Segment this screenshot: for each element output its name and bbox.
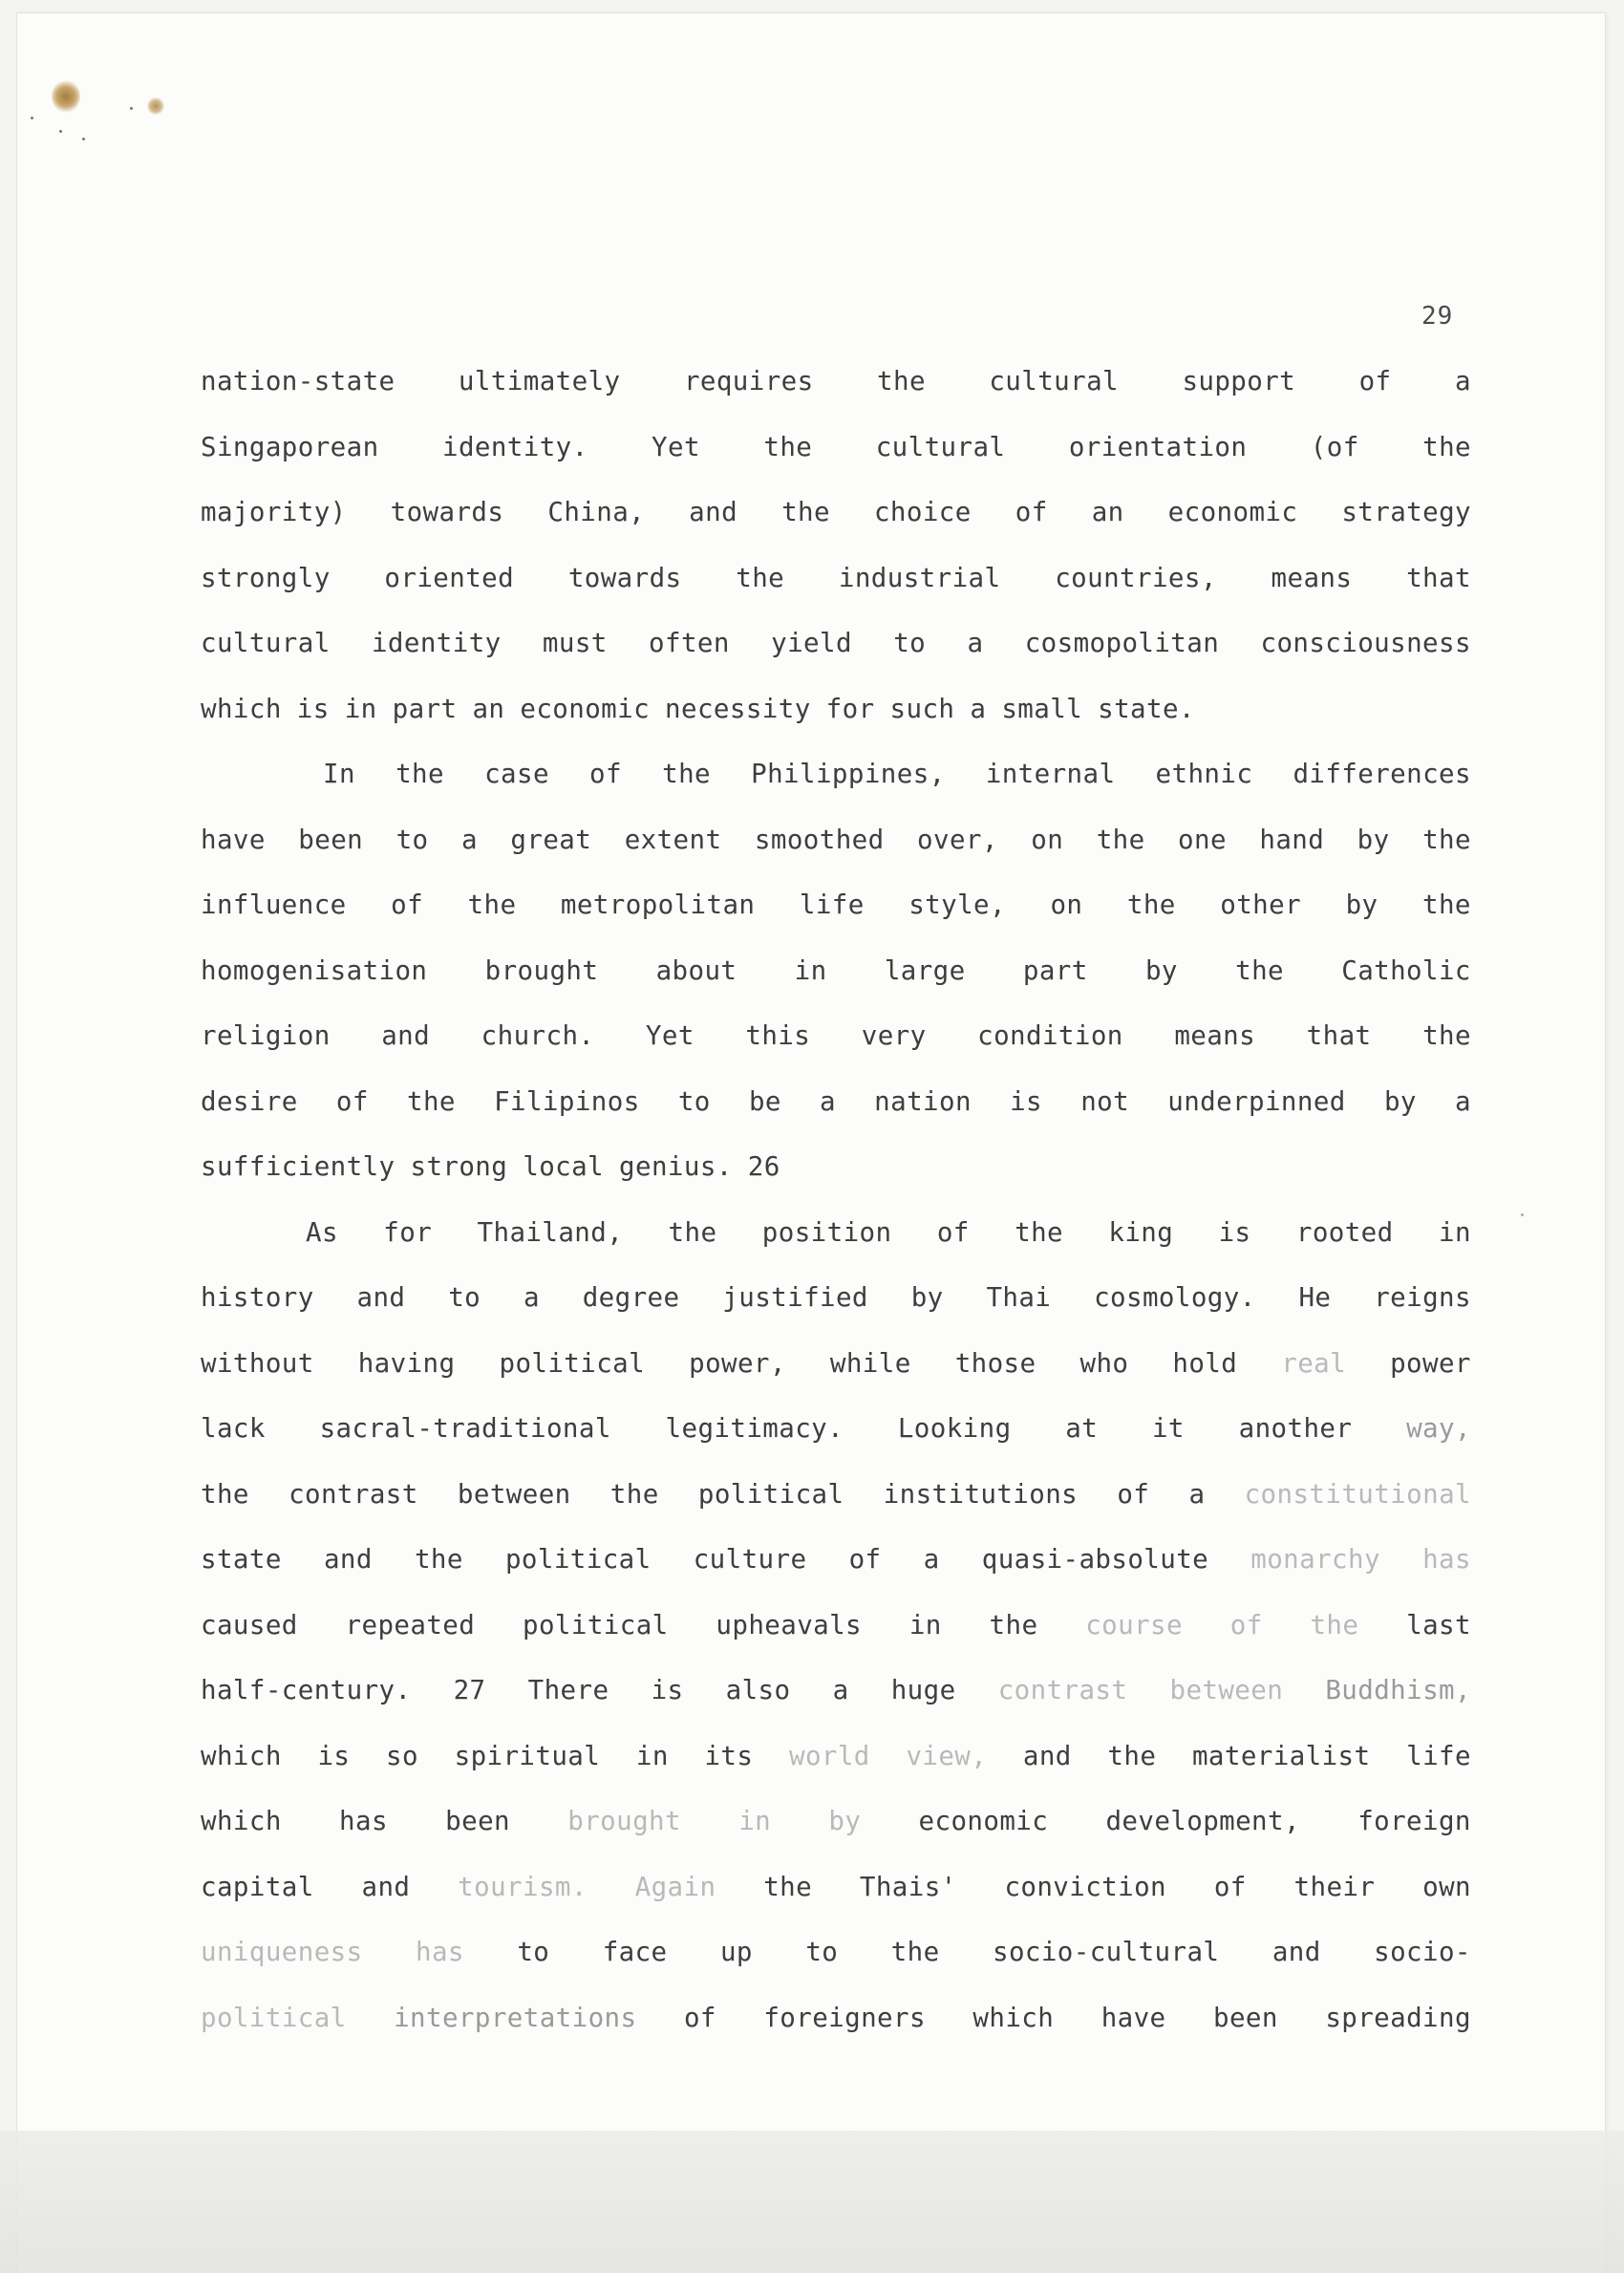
word: the — [1422, 1020, 1471, 1051]
word: by — [1144, 955, 1178, 986]
word: local — [523, 1151, 605, 1182]
text-line — [201, 1348, 1471, 1381]
word: hold — [1172, 1348, 1238, 1379]
word: oriented — [384, 563, 515, 593]
word: cultural — [201, 628, 331, 658]
word: the — [1107, 1741, 1157, 1771]
word: style, — [908, 890, 1006, 920]
word: means — [1174, 1020, 1256, 1051]
word: a — [1454, 366, 1471, 397]
word: real — [1281, 1348, 1347, 1379]
word: Yet — [645, 1020, 694, 1051]
word: cultural — [989, 366, 1119, 397]
word: 27 — [453, 1675, 486, 1705]
word: development, — [1105, 1806, 1300, 1836]
word: has — [339, 1806, 388, 1836]
word: by — [1383, 1086, 1417, 1117]
word: metropolitan — [560, 890, 756, 920]
word: of — [1117, 1479, 1150, 1510]
word: life — [1406, 1741, 1471, 1771]
word: a — [970, 694, 987, 724]
word: strong — [410, 1151, 508, 1182]
word: desire — [201, 1086, 298, 1117]
text-line — [201, 563, 1471, 595]
word: strongly — [201, 563, 331, 593]
word: state. — [1098, 694, 1195, 724]
word: in — [794, 955, 827, 986]
word: which — [201, 1806, 282, 1836]
stain-spot — [52, 80, 80, 113]
word: of — [1229, 1610, 1263, 1640]
word: is — [651, 1675, 684, 1705]
word: by — [1357, 825, 1390, 855]
word: great — [510, 825, 592, 855]
word: one — [1178, 825, 1227, 855]
word: own — [1422, 1872, 1471, 1902]
text-line — [201, 1282, 1471, 1315]
text-line — [201, 2003, 1471, 2035]
word: choice — [873, 497, 972, 527]
word: capital — [201, 1872, 314, 1902]
word: socio- — [1374, 1937, 1471, 1967]
word: face — [602, 1937, 668, 1967]
page-number: 29 — [1421, 302, 1454, 331]
word: industrial — [838, 563, 1001, 593]
word: support — [1182, 366, 1296, 397]
word: on — [1031, 825, 1064, 855]
word: reigns — [1374, 1282, 1471, 1313]
word: constitutional — [1244, 1479, 1471, 1510]
word: it — [1151, 1413, 1185, 1444]
word: and — [381, 1020, 431, 1051]
word: over, — [917, 825, 998, 855]
word: is — [296, 694, 330, 724]
word: life — [799, 890, 865, 920]
word: that — [1406, 563, 1471, 593]
word: small — [1001, 694, 1083, 724]
word: necessity — [665, 694, 811, 724]
word: Filipinos — [494, 1086, 640, 1117]
word: repeated — [345, 1610, 476, 1640]
word: the — [407, 1086, 456, 1117]
word: state — [201, 1544, 282, 1575]
word: by — [910, 1282, 944, 1313]
word: strategy — [1341, 497, 1471, 527]
word: and — [1271, 1937, 1321, 1967]
word: the — [1235, 955, 1284, 986]
word: towards — [390, 497, 504, 527]
word: smoothed — [754, 825, 885, 855]
word: cosmology. — [1094, 1282, 1256, 1313]
word: political — [499, 1348, 646, 1379]
word: condition — [977, 1020, 1123, 1051]
word: identity — [371, 628, 502, 658]
word: the — [877, 366, 926, 397]
speck — [1521, 1213, 1524, 1216]
word: case — [484, 759, 549, 789]
word: a — [923, 1544, 940, 1575]
word: king — [1108, 1217, 1174, 1248]
word: between — [457, 1479, 571, 1510]
word: As — [306, 1217, 338, 1248]
word: quasi-absolute — [981, 1544, 1209, 1575]
word: political — [697, 1479, 844, 1510]
word: means — [1271, 563, 1353, 593]
word: legitimacy. — [665, 1413, 844, 1444]
word: Looking — [897, 1413, 1012, 1444]
word: is — [1218, 1217, 1251, 1248]
word: (of — [1310, 432, 1359, 462]
word: lack — [201, 1413, 266, 1444]
word: internal — [985, 759, 1116, 789]
word: the — [989, 1610, 1038, 1640]
text-line — [201, 1479, 1471, 1512]
word: and — [361, 1872, 411, 1902]
word: nation-state — [201, 366, 395, 397]
word: for — [383, 1217, 433, 1248]
word: also — [725, 1675, 791, 1705]
word: materialist — [1191, 1741, 1371, 1771]
word: Thai — [986, 1282, 1052, 1313]
word: power, — [689, 1348, 786, 1379]
word: requires — [683, 366, 814, 397]
text-line — [201, 1741, 1471, 1773]
word: the — [763, 432, 813, 462]
word: a — [820, 1086, 836, 1117]
word: tourism. — [458, 1872, 588, 1902]
word: economic — [918, 1806, 1049, 1836]
text-line — [201, 825, 1471, 857]
word: have — [1100, 2003, 1166, 2033]
word: culture — [693, 1544, 807, 1575]
word: interpretations — [394, 2003, 637, 2033]
word: Thailand, — [477, 1217, 624, 1248]
word: Catholic — [1341, 955, 1471, 986]
word: the — [1096, 825, 1145, 855]
text-line — [201, 1544, 1471, 1576]
word: upheavals — [716, 1610, 863, 1640]
word: while — [829, 1348, 911, 1379]
word: half-century. — [201, 1675, 412, 1705]
word: of — [335, 1086, 369, 1117]
word: that — [1306, 1020, 1372, 1051]
word: this — [745, 1020, 811, 1051]
word: another — [1238, 1413, 1353, 1444]
word: of — [936, 1217, 970, 1248]
word: and — [356, 1282, 406, 1313]
word: have — [201, 825, 266, 855]
word: huge — [890, 1675, 956, 1705]
word: the — [609, 1479, 659, 1510]
word: the — [1422, 432, 1471, 462]
word: political — [523, 1610, 669, 1640]
word: the — [662, 759, 711, 789]
word: the — [1310, 1610, 1359, 1640]
text-line — [201, 694, 1471, 726]
word: foreign — [1357, 1806, 1471, 1836]
word: of — [1358, 366, 1392, 397]
word: a — [967, 628, 984, 658]
word: consciousness — [1260, 628, 1471, 658]
word: and — [1022, 1741, 1072, 1771]
text-line — [201, 366, 1471, 398]
word: its — [704, 1741, 754, 1771]
word: socio-cultural — [992, 1937, 1220, 1967]
word: Yet — [652, 432, 700, 462]
word: a — [523, 1282, 540, 1313]
text-line — [201, 1020, 1471, 1053]
word: in — [908, 1610, 942, 1640]
word: ultimately — [458, 366, 621, 397]
word: contrast — [997, 1675, 1128, 1705]
word: underpinned — [1167, 1086, 1346, 1117]
speck — [59, 130, 62, 133]
word: the — [1015, 1217, 1063, 1248]
word: such — [889, 694, 955, 724]
word: of — [1213, 1872, 1247, 1902]
word: is — [317, 1741, 351, 1771]
word: has — [1422, 1544, 1471, 1575]
word: history — [201, 1282, 314, 1313]
word: the — [1126, 890, 1176, 920]
word: religion — [201, 1020, 331, 1051]
word: orientation — [1068, 432, 1248, 462]
word: nation — [874, 1086, 972, 1117]
word: an — [1091, 497, 1124, 527]
word: influence — [201, 890, 347, 920]
word: conviction — [1004, 1872, 1167, 1902]
word: having — [357, 1348, 456, 1379]
text-line — [201, 1806, 1471, 1838]
word: yield — [771, 628, 852, 658]
word: Philippines, — [751, 759, 946, 789]
word: the — [1422, 825, 1471, 855]
word: who — [1079, 1348, 1129, 1379]
word: not — [1080, 1086, 1130, 1117]
word: to — [805, 1937, 839, 1967]
word: in — [1438, 1217, 1471, 1248]
word: ethnic — [1155, 759, 1253, 789]
text-line — [201, 1610, 1471, 1642]
word: a — [460, 825, 478, 855]
text-line — [201, 1675, 1471, 1707]
word: monarchy — [1250, 1544, 1380, 1575]
word: up — [719, 1937, 753, 1967]
word: is — [1010, 1086, 1043, 1117]
word: of — [848, 1544, 882, 1575]
word: the — [781, 497, 830, 527]
word: to — [448, 1282, 481, 1313]
word: large — [884, 955, 966, 986]
word: a — [1455, 1086, 1471, 1117]
word: without — [201, 1348, 314, 1379]
word: degree — [582, 1282, 680, 1313]
word: hand — [1259, 825, 1325, 855]
text-line — [201, 628, 1471, 660]
word: the — [668, 1217, 717, 1248]
word: contrast — [288, 1479, 418, 1510]
word: majority) — [201, 497, 347, 527]
word: way, — [1406, 1413, 1471, 1444]
word: power — [1390, 1348, 1471, 1379]
word: of — [391, 890, 424, 920]
word: very — [861, 1020, 927, 1051]
word: by — [1345, 890, 1378, 920]
word: Singaporean — [201, 432, 379, 462]
word: to — [517, 1937, 550, 1967]
word: for — [825, 694, 875, 724]
word: on — [1050, 890, 1083, 920]
word: in — [738, 1806, 772, 1836]
text-line — [201, 497, 1471, 529]
word: position — [761, 1217, 892, 1248]
word: In — [323, 759, 355, 789]
word: political — [504, 1544, 652, 1575]
word: uniqueness — [201, 1937, 363, 1967]
word: spreading — [1325, 2003, 1471, 2033]
word: economic — [520, 694, 651, 724]
word: part — [1022, 955, 1088, 986]
text-line — [201, 1086, 1471, 1119]
word: been — [1213, 2003, 1278, 2033]
text-line — [201, 955, 1471, 988]
word: institutions — [883, 1479, 1079, 1510]
word: Again — [634, 1872, 716, 1902]
word: those — [954, 1348, 1036, 1379]
scan-bottom-strip — [0, 2131, 1624, 2273]
word: to — [677, 1086, 711, 1117]
speck — [82, 138, 85, 140]
word: the — [395, 759, 444, 789]
text-line — [201, 1413, 1471, 1446]
word: of — [1015, 497, 1048, 527]
word: in — [344, 694, 377, 724]
word: a — [1188, 1479, 1206, 1510]
word: in — [635, 1741, 669, 1771]
word: political — [201, 2003, 347, 2033]
word: been — [445, 1806, 510, 1836]
text-line — [201, 1151, 1471, 1184]
word: cosmopolitan — [1024, 628, 1220, 658]
word: cultural — [875, 432, 1006, 462]
word: an — [472, 694, 505, 724]
word: extent — [624, 825, 722, 855]
text-line — [323, 759, 1471, 791]
word: so — [386, 1741, 418, 1771]
speck — [130, 107, 133, 110]
word: the — [467, 890, 517, 920]
word: identity. — [441, 432, 588, 462]
word: often — [649, 628, 730, 658]
word: of — [683, 2003, 716, 2033]
word: countries, — [1055, 563, 1217, 593]
word: church. — [481, 1020, 595, 1051]
word: justified — [722, 1282, 868, 1313]
word: last — [1406, 1610, 1471, 1640]
word: towards — [567, 563, 682, 593]
speck — [31, 117, 33, 119]
word: brought — [484, 955, 599, 986]
word: differences — [1293, 759, 1471, 789]
text-line — [201, 1872, 1471, 1904]
word: part — [392, 694, 458, 724]
word: China, — [547, 497, 646, 527]
word: Buddhism, — [1325, 1675, 1471, 1705]
word: to — [893, 628, 927, 658]
text-line — [201, 432, 1471, 464]
word: between — [1169, 1675, 1284, 1705]
word: brought — [567, 1806, 681, 1836]
word: the — [890, 1937, 940, 1967]
word: the — [1421, 890, 1471, 920]
word: Thais' — [859, 1872, 957, 1902]
word: rooted — [1295, 1217, 1394, 1248]
word: has — [416, 1937, 464, 1967]
paper-sheet — [17, 13, 1605, 2273]
word: a — [832, 1675, 849, 1705]
word: of — [589, 759, 622, 789]
word: 26 — [747, 1151, 780, 1182]
word: He — [1298, 1282, 1332, 1313]
word: about — [655, 955, 737, 986]
word: genius. — [619, 1151, 733, 1182]
word: course — [1085, 1610, 1183, 1640]
word: their — [1293, 1872, 1376, 1902]
word: by — [828, 1806, 862, 1836]
word: which — [201, 694, 282, 724]
stain-spot — [147, 97, 164, 115]
word: to — [395, 825, 429, 855]
word: caused — [201, 1610, 298, 1640]
word: There — [527, 1675, 609, 1705]
word: world — [788, 1741, 870, 1771]
word: the — [414, 1544, 463, 1575]
word: the — [201, 1479, 249, 1510]
word: and — [689, 497, 738, 527]
word: view, — [906, 1741, 988, 1771]
word: economic — [1167, 497, 1298, 527]
word: sacral-traditional — [319, 1413, 611, 1444]
word: spiritual — [454, 1741, 601, 1771]
word: the — [763, 1872, 813, 1902]
word: been — [298, 825, 364, 855]
word: the — [736, 563, 785, 593]
text-line — [306, 1217, 1471, 1250]
word: which — [972, 2003, 1055, 2033]
word: foreigners — [763, 2003, 926, 2033]
word: be — [748, 1086, 781, 1117]
word: which — [201, 1741, 282, 1771]
word: other — [1220, 890, 1302, 920]
word: sufficiently — [201, 1151, 395, 1182]
text-line — [201, 890, 1471, 922]
word: homogenisation — [201, 955, 428, 986]
word: and — [323, 1544, 373, 1575]
word: must — [542, 628, 608, 658]
text-line — [201, 1937, 1471, 1969]
word: at — [1065, 1413, 1099, 1444]
